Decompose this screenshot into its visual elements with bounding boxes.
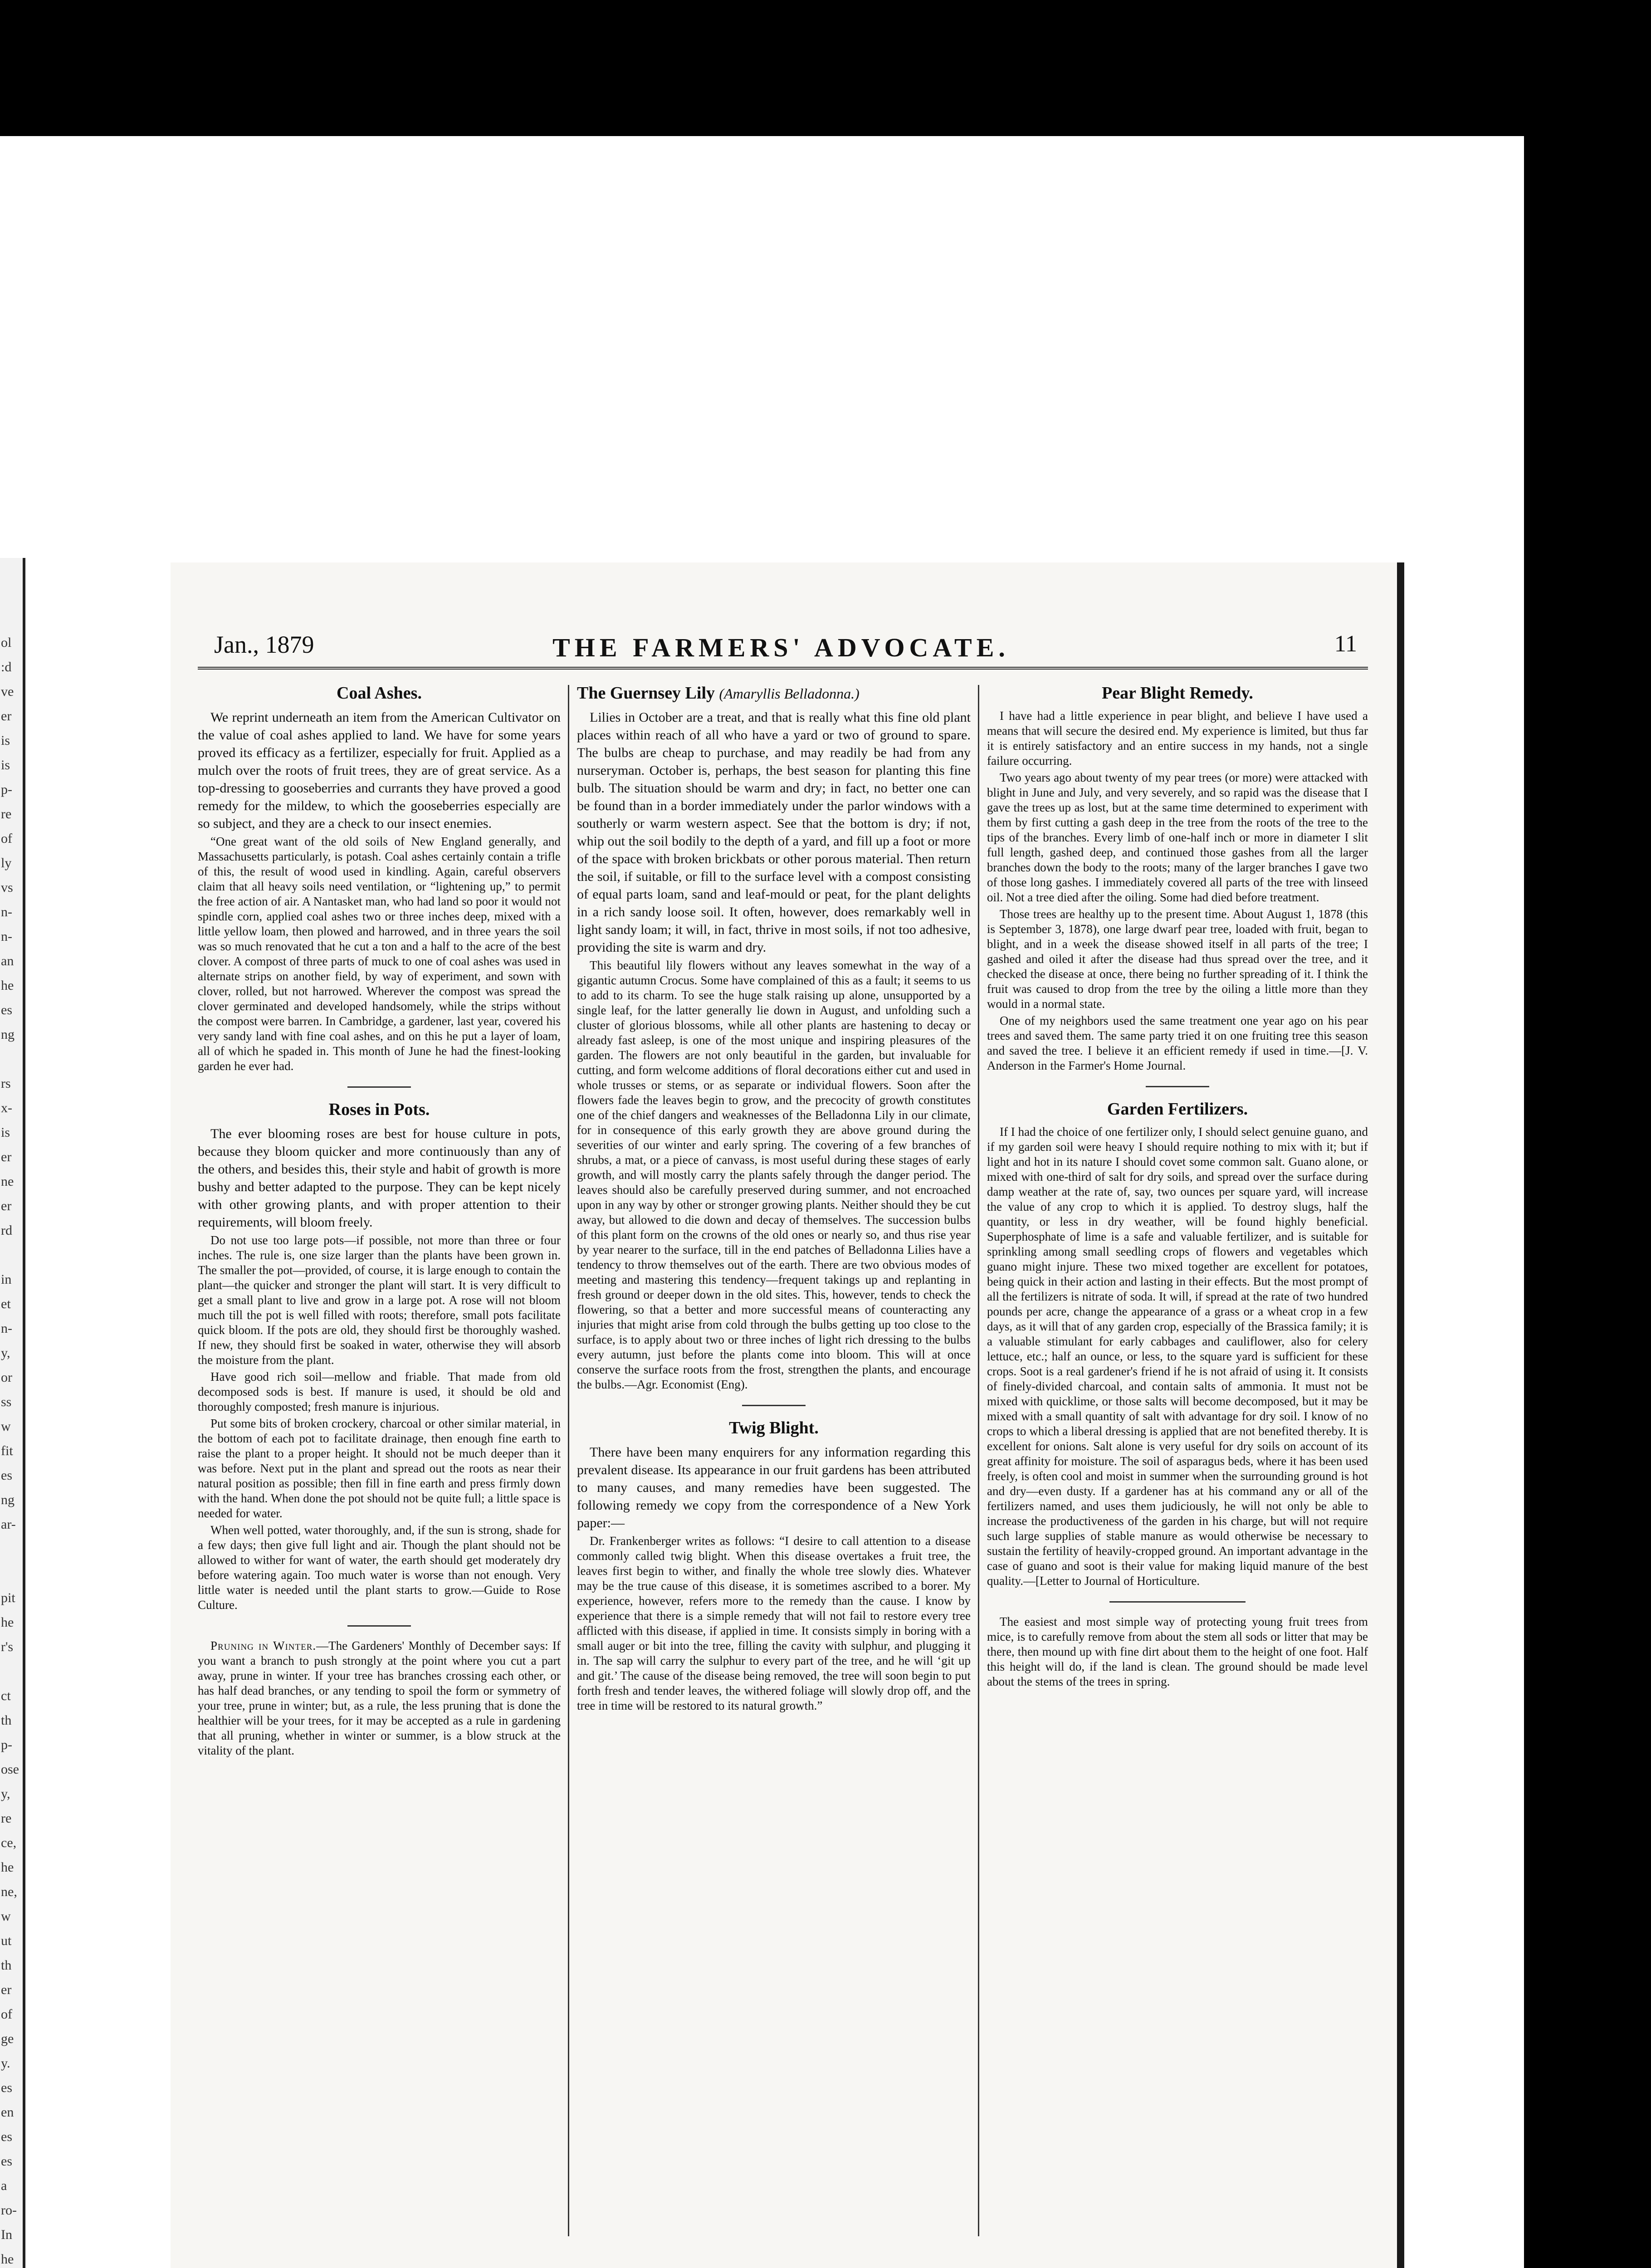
article-paragraph: One of my neighbors used the same treatment one year ago on his pear trees and saved them. The same party tried it on one fruiting tree this season and saved the tree. I believe it an efficient remedy if used in time.—[J. V. Anderson in the Farmer's Home Journal. bbox=[987, 1014, 1368, 1072]
article-separator bbox=[1146, 1086, 1209, 1087]
article-paragraph: Lilies in October are a treat, and that is really what this fine old plant places within reach of all who have a yard or two of ground to spare. The bulbs are cheap to purchase, and may readily be had from any nurseryman. October is, perhaps, the best season for planting this fine bulb. The situation should be warm and dry; in fact, no better one can be found than in a border immediately under the parlor windows with a southerly or warm western aspect. See that the bottom is dry; if not, whip out the soil bodily to the depth of a yard, and fill up a foot or more of the space with broken brickbats or other porous material. Then return the soil, if suitable, or fill to the surface level with a compost consisting of equal parts loam, sand and leaf-mould or peat, for the plant delights in a rich sandy loose soil. It often, however, does remarkably well in light sandy loam; it will, in fact, thrive in most soils, if not too adhesive, providing the site is warm and dry. bbox=[577, 710, 971, 955]
article-separator bbox=[742, 1405, 806, 1406]
adjacent-page-text: ol :d ve er is is p- re of ly vs n- n- an he es ng rs x- is er ne er rd in et n- y, or ss w fit es ng ar- pit he r's ct th p- ose y, re ce, he ne, w ut th er of ge y. es en es es a ro- In he bbox=[1, 635, 19, 2267]
article-separator bbox=[347, 1625, 411, 1627]
pruning-text: —The Gardeners' Monthly of December says: If you want a branch to push strongly at the point where you cut a part away, prune in winter. If your tree has branches crossing each other, or has half dead branches, or any tending to spoil the form or symmetry of your tree, prune in winter; but, as a rule, the less pruning that is done the healthier will be your trees, for it may be accepted as a rule in gardening that all pruning, whether in winter or summer, is a blow struck at the vitality of the plant. bbox=[198, 1639, 561, 1757]
article-paragraph: The ever blooming roses are best for house culture in pots, because they bloom quicker and more continuously than any of the others, and besides this, their style and habit of growth is more bushy and better adapted to the purpose. They can be kept nicely with other growing plants, and with proper attention to their requirements, will bloom freely. bbox=[198, 1126, 561, 1230]
article-title-twig-blight: Twig Blight. bbox=[729, 1418, 819, 1437]
column-left bbox=[198, 681, 561, 1760]
adjacent-page-fragment bbox=[0, 558, 25, 2268]
title-main: The Guernsey Lily bbox=[577, 684, 715, 703]
issue-date: Jan., 1879 bbox=[214, 631, 314, 658]
article-title-garden-fertilizers: Garden Fertilizers. bbox=[1107, 1100, 1248, 1119]
article-separator bbox=[347, 1086, 411, 1088]
article-title-guernsey-lily bbox=[577, 683, 971, 703]
article-paragraph: Two years ago about twenty of my pear trees (or more) were attacked with blight in June and July, and very severely, and so rapid was the disease that I gave the trees up as lost, but at the same time determined to experiment with them by first cutting a gash deep in the tree from the roots of the tree to the tips of the branches. Every limb of one-half inch or more in diameter I slit full length, gashed deep, and continued those gashes from all the larger branches down the body to the roots; many of the larger branches I gave two of those long gashes. I immediately covered all parts of the tree with linseed oil. Not a tree died after the oiling. Some had died before treatment. bbox=[987, 771, 1368, 904]
article-paragraph: The easiest and most simple way of protecting young fruit trees from mice, is to carefully remove from about the stem all sods or litter that may be there, then mound up with fine dirt about them to the height of one foot. Half this height will do, if the land is clean. The ground should be made level about the stems of the trees in spring. bbox=[987, 1615, 1368, 1688]
masthead-title: THE FARMERS' ADVOCATE. bbox=[552, 633, 1010, 662]
article-paragraph: Dr. Frankenberger writes as follows: “I desire to call attention to a disease commonly called twig blight. When this disease overtakes a fruit tree, the leaves first begin to wither, and finally the whole tree slowly dies. Whatever may be the true cause of this disease, it is sometimes ascribed to a borer. My experience, however, refers more to the remedy than the cause. I know by experience that there is a simple remedy that will not fail to restore every tree afflicted with this disease, if applied in time. It consists simply in boring with a small auger or bit into the tree, filling the cavity with sulphur, and plugging it in. The sap will carry the sulphur to every part of the tree, and he will ‘git up and git.’ The cause of the disease being removed, the tree will soon begin to put forth fresh and tender leaves, the withered foliage will slowly drop off, and the tree in time will be restored to its natural growth.” bbox=[577, 1534, 971, 1712]
article-paragraph: We reprint underneath an item from the American Cultivator on the value of coal ashes applied to land. We have for some years proved its efficacy as a fertilizer, especially for fruit. Applied as a mulch over the roots of fruit trees, they are of great service. As a top-dressing to gooseberries and currants they have proved a good remedy for the mildew, to which the gooseberries especially are so subject, and they are a check to our insect enemies. bbox=[198, 710, 561, 831]
article-paragraph: Those trees are healthy up to the present time. About August 1, 1878 (this is September 3, 1878), one large dwarf pear tree, loaded with fruit, began to blight, and in a week the disease showed itself in all parts of the tree; I gashed and oiled it after the disease had thus spread over the tree, and it checked the disease at once, there being no further spreading of it. I think the fruit was caused to drop from the tree by the oiling a little more than they would in a normal state. bbox=[987, 907, 1368, 1011]
column-center bbox=[577, 681, 971, 1715]
article-paragraph: “One great want of the old soils of New England generally, and Massachusetts particularly, is potash. Coal ashes certainly contain a trifle of this, the result of wood used in kindling. Again, careful observers claim that all heavy soils need ventilation, or “lightening up,” to permit the free action of air. A Nantasket man, who had land so poor it would not spindle corn, applied coal ashes two or three inches deep, mixed with a little yellow loam, then plowed and harrowed, and in three years the soil was so much renovated that he cut a ton and a half to the acre of the best clover. A compost of three parts of muck to one of coal ashes was used in alternate strips on another field, by way of experiment, and sown with clover, rolled, but not harrowed. Wherever the compost was spread the clover germinated and developed handsomely, while the strips without the compost were barren. In Cambridge, a gardener, last year, covered his very sandy land with fine coal ashes, and on this he put a layer of loam, all of which he spaded in. This month of June he had the finest-looking garden he ever had. bbox=[198, 835, 561, 1073]
article-paragraph: This beautiful lily flowers without any leaves somewhat in the way of a gigantic autumn Crocus. Some have complained of this as a fault; it seems to us to add to its charm. To see the huge stalk raising up alone, unsupported by a single leaf, for the latter generally lie down in August, and unfolding such a cluster of glorious blossoms, while all other plants are hastening to decay or already fast asleep, is one of the most unique and inspiring pleasures of the garden. The flowers are not only beautiful in the garden, but invaluable for cutting, and form welcome additions of floral decorations either cut and used in whole trusses or stems, or as separate or individual flowers. Soon after the flowers fade the leaves begin to grow, and the precocity of growth constitutes one of the chief dangers and weaknesses of the Belladonna Lily in our climate, for in consequence of this early growth they are above ground during the severities of our winter and early spring. The covering of a few branches of shrubs, a mat, or a piece of canvass, is most useful during these stages of early growth, and will mostly carry the plants safely through the danger period. The leaves should also be carefully preserved during summer, and not encroached upon in any way by other or stronger growing plants. Neither should they be cut away, but allowed to die down and decay of themselves. The succession bulbs of this plant form on the crowns of the old ones or nearly so, and thus rise year by year nearer to the surface, till in the end patches of Belladonna Lilies have a tendency to throw themselves out of the earth. There are two obvious modes of meeting and mastering this tendency—frequent takings up and replanting in fresh ground or deeper down in the old sites. This, however, tends to check the flowering, so that a better and more successful means of counteracting any injuries that might arise from cold through the bulbs getting up too close to the surface, is to apply about two or three inches of light rich dressing to the bulbs every autumn, just before the plants come into bloom. This will at once conserve the surface roots from the frost, strengthen the plants, and encourage the bulbs.—Agr. Economist (Eng). bbox=[577, 958, 971, 1391]
article-paragraph: If I had the choice of one fertilizer only, I should select genuine guano, and if my garden soil were heavy I should require nothing to mix with it; but if light and hot in its nature I should covet some common salt. Guano alone, or mixed with one-third of salt for dry soils, and spread over the surface during damp weather at the rate of, say, two ounces per square yard, will increase the value of any crop to which it is applied. To destroy slugs, half the quantity, or less in dry weather, will be found highly beneficial. Superphosphate of lime is a safe and valuable fertilizer, and is suitable for sprinkling among small seedling crops of flowers and vegetables which guano might injure. These two mixed together are excellent for potatoes, being quick in their action and lasting in their effects. But the most prompt of all the fertilizers is nitrate of soda. It will, if spread at the rate of two hundred pounds per acre, change the appearance of a grass or a wheat crop in a few days, as it will that of any garden crop, especially of the Brassica family; it is a valuable stimulant for early cabbages and cauliflower, also for celery lettuce, etc.; half an ounce, or less, to the square yard is sufficient for these crops. Soot is a real gardener's friend if he is not afraid of using it. It consists of finely-divided charcoal, and contain salts of ammonia. It must not be mixed with quicklime, or those salts will become decomposed, but it may be mixed with a small quantity of salt with advantage for dry soil. I know of no crops to which a liberal dressing is applied that are not benefited thereby. It is excellent for onions. Salt alone is very useful for dry soils on account of its great affinity for moisture. The soil of asparagus beds, where it has been used freely, is often cool and moist in summer when the surrounding ground is hot and dry—even dusty. If a gardener has at his command any or all of the fertilizers named, and uses them judiciously, he will not only be able to increase the productiveness of the garden in his charge, but will not require such large supplies of stable manure as would otherwise be necessary to sustain the fertility of heavily-cropped ground. An important advantage in the case of guano and soot is their value for making liquid manure of the best quality.—[Letter to Journal of Horticulture. bbox=[987, 1125, 1368, 1588]
article-paragraph: Put some bits of broken crockery, charcoal or other similar material, in the bottom of each pot to facilitate drainage, then enough fine earth to raise the plant to a proper height. It should not be much deeper than it was before. Next put in the plant and spread out the roots as near their natural position as possible; then fill in fine earth and press firmly down with the hand. When done the pot should not be quite full; a little space is needed for water. bbox=[198, 1417, 561, 1520]
article-paragraph: There have been many enquirers for any information regarding this prevalent disease. Its appearance in our fruit gardens has been attributed to many causes, and many remedies have been suggested. The following remedy we copy from the correspondence of a New York paper:— bbox=[577, 1445, 971, 1530]
article-paragraph: I have had a little experience in pear blight, and believe I have used a means that will secure the desired end. My experience is limited, but thus far it is entirely satisfactory and an entire success in my hands, not a single failure occurring. bbox=[987, 709, 1368, 767]
article-title-coal-ashes: Coal Ashes. bbox=[337, 684, 422, 703]
article-paragraph: Do not use too large pots—if possible, not more than three or four inches. The rule is, one size larger than the plants have been grown in. The smaller the pot—provided, of course, it is large enough to contain the plant—the quicker and stronger the plant will start. It is very difficult to get a small plant to live and grow in a large pot. A rose will not bloom much till the pot is well filled with roots; therefore, small pots facilitate quick bloom. If the pots are old, they should first be thoroughly washed. If new, they should first be soaked in water, otherwise they will absorb the moisture from the plant. bbox=[198, 1233, 561, 1367]
column-right bbox=[987, 681, 1368, 1691]
article-separator bbox=[1109, 1601, 1246, 1603]
header-rule bbox=[198, 667, 1368, 670]
pruning-lead: Pruning in Winter. bbox=[210, 1639, 317, 1652]
article-title-pear-blight: Pear Blight Remedy. bbox=[1102, 684, 1253, 703]
column-rule bbox=[978, 685, 979, 2236]
title-latin-name: (Amaryllis Belladonna.) bbox=[719, 685, 860, 702]
article-title-roses: Roses in Pots. bbox=[328, 1100, 430, 1119]
article-paragraph: When well potted, water thoroughly, and, if the sun is strong, shade for a few days; then give full light and air. Though the plant should not be allowed to wither for want of water, the earth should get moderately dry before watering again. Too much water is worse than not enough. Very little water is needed until the plant starts to grow.—Guide to Rose Culture. bbox=[198, 1523, 561, 1612]
column-rule bbox=[568, 685, 569, 2236]
article-paragraph-pruning bbox=[198, 1638, 561, 1758]
newspaper-page bbox=[171, 562, 1404, 2268]
page-header bbox=[214, 631, 1357, 662]
page-number: 11 bbox=[1334, 631, 1357, 657]
article-paragraph: Have good rich soil—mellow and friable. That made from old decomposed sods is best. If manure is used, it should be old and thoroughly composted; fresh manure is injurious. bbox=[198, 1370, 561, 1413]
